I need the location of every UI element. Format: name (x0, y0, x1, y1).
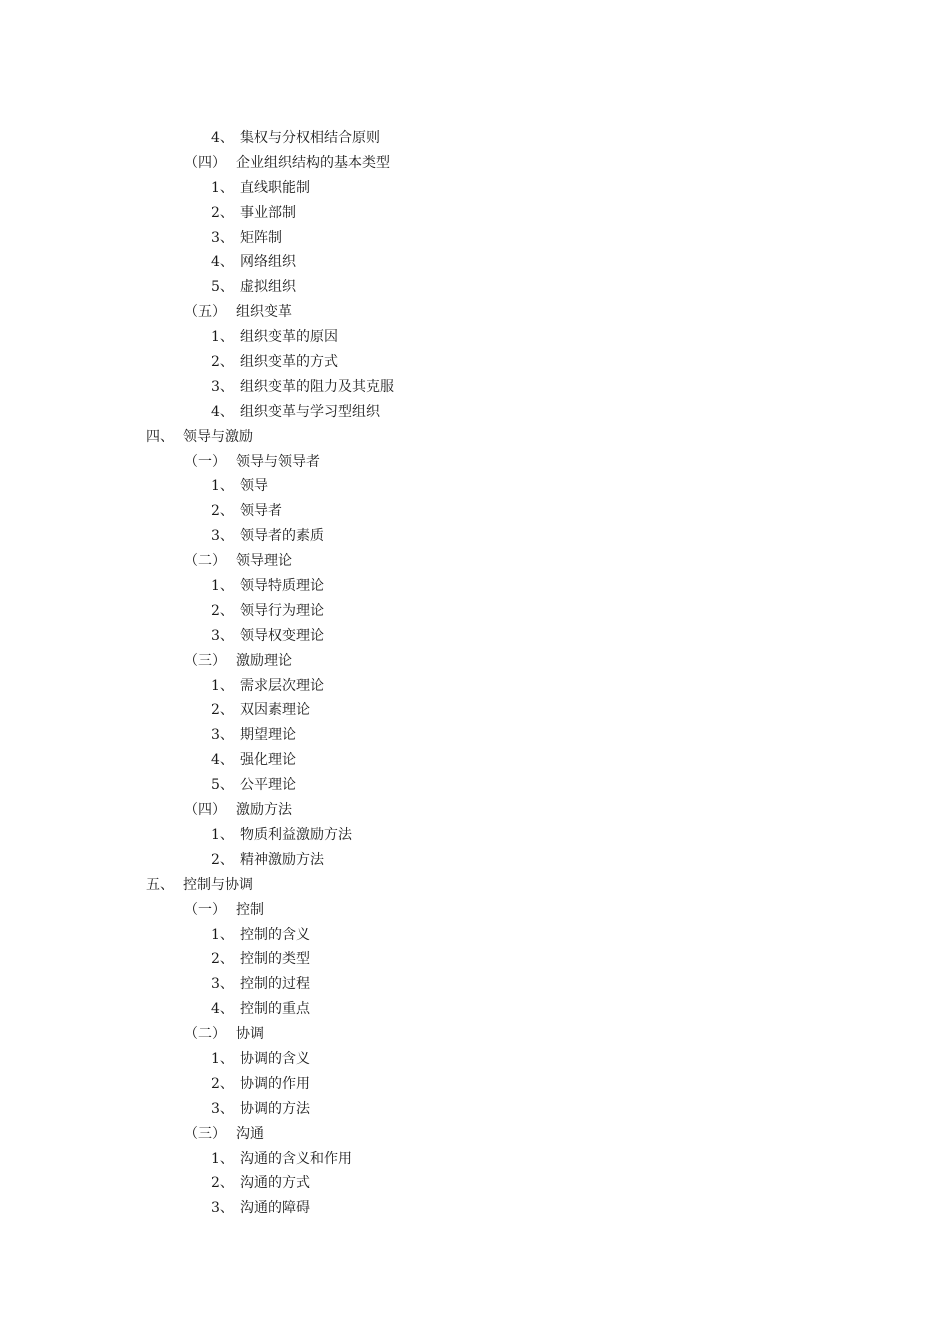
item-text: 组织变革的方式 (240, 354, 338, 371)
list-item (0, 723, 950, 748)
item-number: 2、 (211, 1175, 234, 1192)
subsection-heading (0, 649, 950, 674)
list-item (0, 1047, 950, 1072)
item-text: 企业组织结构的基本类型 (236, 154, 390, 171)
item-text: 领导行为理论 (240, 602, 324, 619)
list-item (0, 748, 950, 773)
item-number: 1、 (211, 578, 234, 595)
list-item (0, 574, 950, 599)
list-item (0, 1171, 950, 1196)
item-number: 四、 (146, 428, 174, 445)
item-number: 4、 (211, 254, 234, 271)
list-item (0, 375, 950, 400)
list-item (0, 947, 950, 972)
item-number: 3、 (211, 727, 234, 744)
item-number: 3、 (211, 627, 234, 644)
item-number: （四） (184, 154, 226, 171)
item-number: 五、 (146, 876, 174, 893)
list-item (0, 823, 950, 848)
item-text: 虚拟组织 (240, 279, 296, 296)
item-text: 协调 (236, 1026, 264, 1043)
item-number: 4、 (211, 752, 234, 769)
item-text: 物质利益激励方法 (240, 826, 352, 843)
item-text: 矩阵制 (240, 229, 282, 246)
list-item (0, 201, 950, 226)
item-text: 网络组织 (240, 254, 296, 271)
list-item (0, 275, 950, 300)
item-number: （二） (184, 1026, 226, 1043)
item-text: 领导者的素质 (240, 528, 324, 545)
list-item (0, 698, 950, 723)
list-item (0, 176, 950, 201)
list-item (0, 1196, 950, 1221)
item-text: 协调的方法 (240, 1100, 310, 1117)
item-number: 1、 (211, 1050, 234, 1067)
item-text: 领导者 (240, 503, 282, 520)
list-item (0, 923, 950, 948)
item-text: 沟通 (236, 1125, 264, 1142)
list-item (0, 474, 950, 499)
item-number: 2、 (211, 1075, 234, 1092)
item-text: 控制的含义 (240, 926, 310, 943)
item-number: 2、 (211, 951, 234, 968)
item-text: 事业部制 (240, 204, 296, 221)
list-item (0, 400, 950, 425)
list-item (0, 350, 950, 375)
item-text: 组织变革 (236, 304, 292, 321)
item-number: 1、 (211, 329, 234, 346)
subsection-heading (0, 798, 950, 823)
item-text: 领导与领导者 (236, 453, 320, 470)
item-number: 2、 (211, 851, 234, 868)
item-text: 直线职能制 (240, 179, 310, 196)
item-number: 1、 (211, 926, 234, 943)
subsection-heading (0, 1122, 950, 1147)
item-text: 领导 (240, 478, 268, 495)
item-number: （四） (184, 802, 226, 819)
list-item (0, 499, 950, 524)
item-number: 1、 (211, 179, 234, 196)
subsection-heading (0, 450, 950, 475)
item-text: 控制 (236, 901, 264, 918)
list-item (0, 997, 950, 1022)
item-number: 2、 (211, 503, 234, 520)
item-number: （五） (184, 304, 226, 321)
item-number: 1、 (211, 1150, 234, 1167)
list-item (0, 599, 950, 624)
item-text: 控制的过程 (240, 976, 310, 993)
item-text: 领导权变理论 (240, 627, 324, 644)
item-number: 3、 (211, 1200, 234, 1217)
section-heading (0, 873, 950, 898)
item-text: 沟通的方式 (240, 1175, 310, 1192)
list-item (0, 1097, 950, 1122)
subsection-heading (0, 1022, 950, 1047)
subsection-heading (0, 549, 950, 574)
list-item (0, 848, 950, 873)
item-number: 3、 (211, 1100, 234, 1117)
item-text: 激励理论 (236, 652, 292, 669)
list-item (0, 773, 950, 798)
item-number: （二） (184, 553, 226, 570)
item-text: 期望理论 (240, 727, 296, 744)
item-text: 沟通的障碍 (240, 1200, 310, 1217)
item-text: 控制与协调 (183, 876, 253, 893)
item-number: 2、 (211, 602, 234, 619)
item-text: 激励方法 (236, 802, 292, 819)
item-number: 2、 (211, 204, 234, 221)
list-item (0, 1147, 950, 1172)
item-text: 需求层次理论 (240, 677, 324, 694)
item-text: 领导理论 (236, 553, 292, 570)
item-number: 1、 (211, 826, 234, 843)
item-text: 集权与分权相结合原则 (240, 130, 380, 146)
item-number: 2、 (211, 354, 234, 371)
subsection-heading (0, 300, 950, 325)
item-text: 组织变革的原因 (240, 329, 338, 346)
item-number: 4、 (211, 1001, 234, 1018)
item-number: 3、 (211, 229, 234, 246)
item-number: （三） (184, 1125, 226, 1142)
list-item (0, 226, 950, 251)
item-text: 双因素理论 (240, 702, 310, 719)
item-number: 1、 (211, 478, 234, 495)
item-text: 公平理论 (240, 777, 296, 794)
outline-list (0, 126, 950, 1221)
item-text: 控制的类型 (240, 951, 310, 968)
item-text: 精神激励方法 (240, 851, 324, 868)
item-number: （一） (184, 901, 226, 918)
item-number: 3、 (211, 378, 234, 395)
list-item (0, 524, 950, 549)
item-number: 3、 (211, 976, 234, 993)
item-number: （三） (184, 652, 226, 669)
list-item (0, 1072, 950, 1097)
item-text: 领导与激励 (183, 428, 253, 445)
item-number: 5、 (211, 279, 234, 296)
list-item (0, 325, 950, 350)
list-item (0, 250, 950, 275)
item-text: 强化理论 (240, 752, 296, 769)
item-text: 组织变革与学习型组织 (240, 403, 380, 420)
item-number: 4、 (211, 403, 234, 420)
item-text: 组织变革的阻力及其克服 (240, 378, 394, 395)
list-item (0, 624, 950, 649)
item-number: 3、 (211, 528, 234, 545)
item-number: 5、 (211, 777, 234, 794)
subsection-heading (0, 898, 950, 923)
item-number: 4、 (211, 130, 234, 146)
item-number: 2、 (211, 702, 234, 719)
item-text: 协调的作用 (240, 1075, 310, 1092)
item-text: 沟通的含义和作用 (240, 1150, 352, 1167)
section-heading (0, 425, 950, 450)
list-item (0, 126, 950, 151)
list-item (0, 674, 950, 699)
item-number: （一） (184, 453, 226, 470)
item-number: 1、 (211, 677, 234, 694)
item-text: 控制的重点 (240, 1001, 310, 1018)
item-text: 领导特质理论 (240, 578, 324, 595)
subsection-heading (0, 151, 950, 176)
item-text: 协调的含义 (240, 1050, 310, 1067)
list-item (0, 972, 950, 997)
